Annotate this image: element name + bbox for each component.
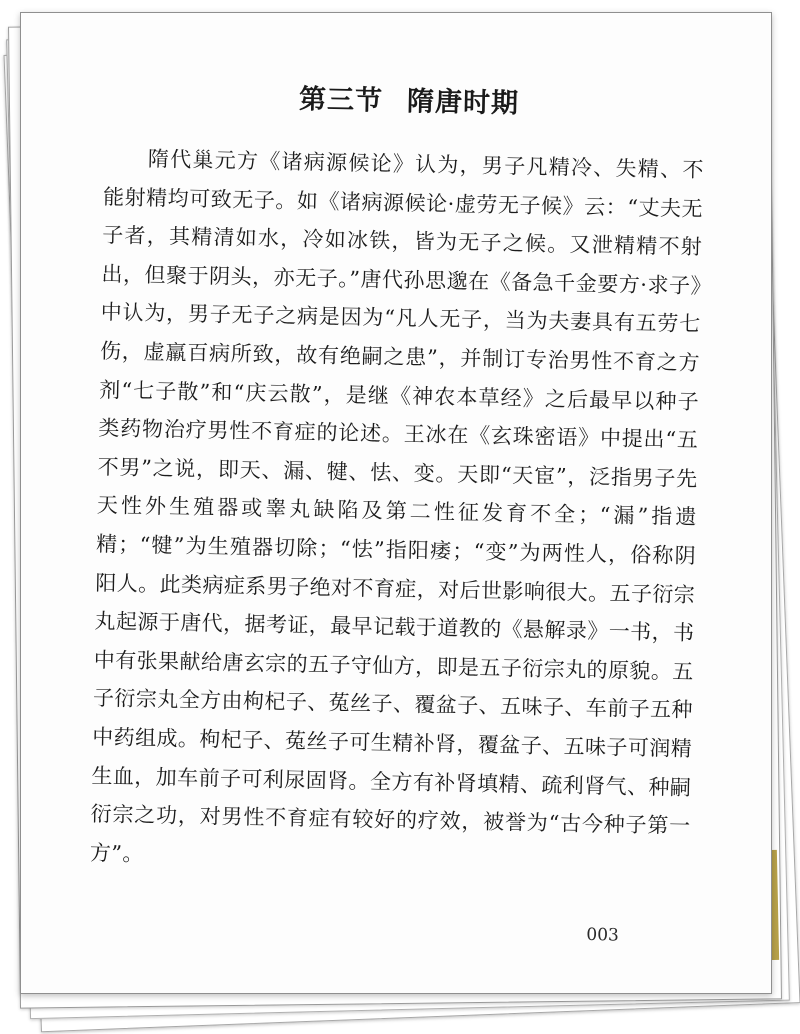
body-paragraph: 隋代巢元方《诸病源候论》认为，男子凡精冷、失精、不能射精均可致无子。如《诸病源候论·虚劳无子候》云：“丈夫无子者，其精清如水，冷如冰铁，皆为无子之候。又泄精精不射出，但聚于阴头，亦无子。”唐代孙思邈在《备急千金要方·求子》中认为，男子无子之病是因为“凡人无子，当为夫妻具有五劳七伤，虚羸百病所致，故有绝嗣之患”，并制订专治男性不育之方剂“七子散”和“庆云散”，是继《神农本草经》之后最早以种子类药物治疗男性不育症的论述。王冰在《玄珠密语》中提出“五不男”之说，即天、漏、犍、怯、变。天即“天宦”，泛指男子先天性外生殖器或睾丸缺陷及第二性征发育不全；“漏”指遗精；“犍”为生殖器切除；“怯”指阳痿；“变”为两性人，俗称阴阳人。此类病症系男子绝对不育症，对后世影响很大。五子衍宗丸起源于唐代，据考证，最早记载于道教的《悬解录》一书，书中有张果献给唐玄宗的五子守仙方，即是五子衍宗丸的原貌。五子衍宗丸全方由枸杞子、菟丝子、覆盆子、五味子、车前子五种中药组成。枸杞子、菟丝子可生精补肾，覆盆子、五味子可润精生血，加车前子可利尿固肾。全方有补肾填精、疏利肾气、种嗣衍宗之功，对男性不育症有较好的疗效，被誉为“古今种子第一方”。 [89, 146, 704, 866]
body-text [90, 139, 705, 884]
section-title: 隋唐时期 [406, 86, 520, 120]
section-heading [299, 77, 540, 121]
page-content [20, 12, 772, 994]
book-page [20, 12, 772, 994]
section-number: 第三节 [298, 83, 384, 117]
page-number: 003 [586, 924, 620, 946]
